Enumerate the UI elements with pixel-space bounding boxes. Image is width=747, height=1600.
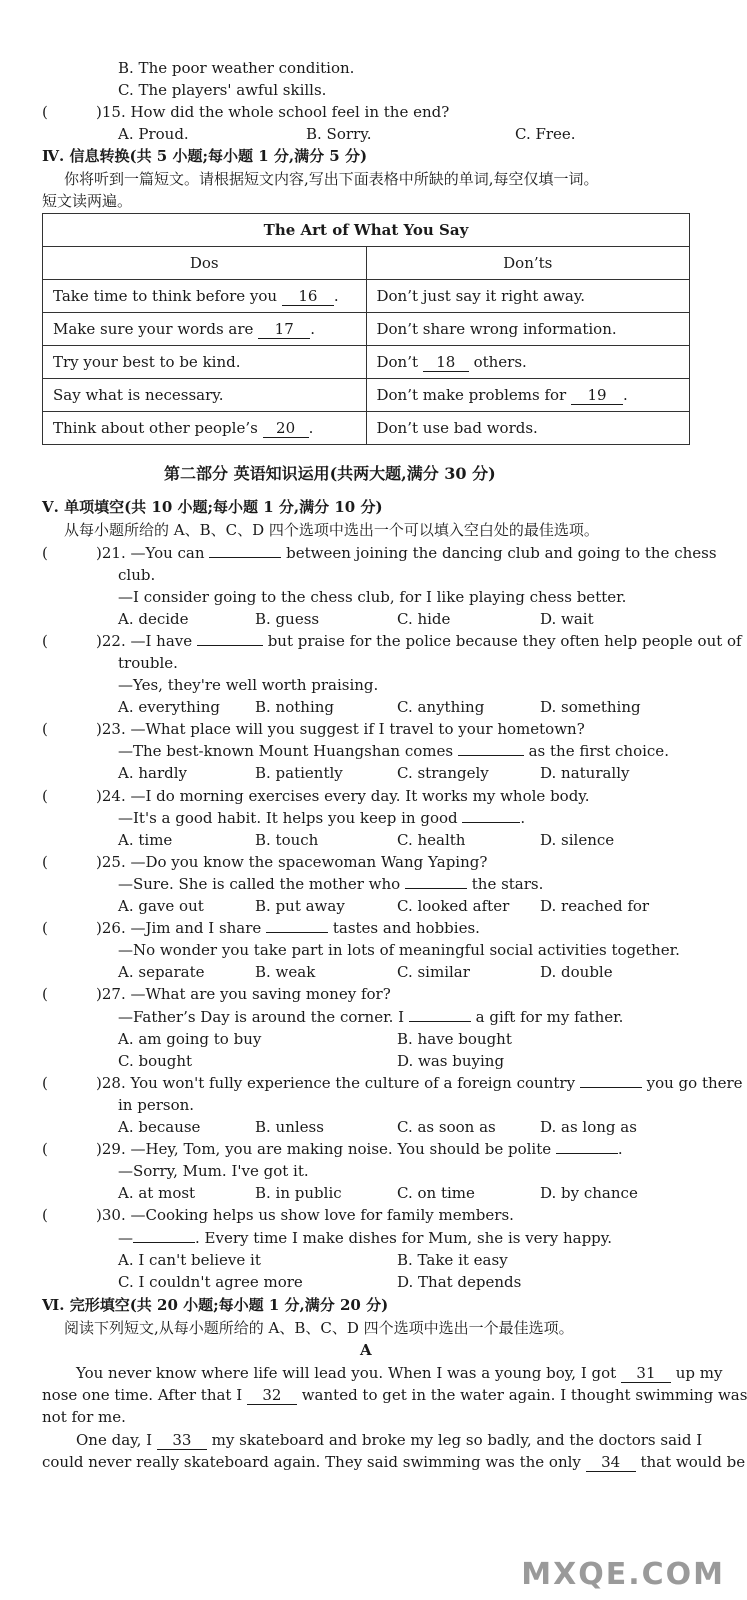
q25-option-b: B. put away — [255, 897, 345, 915]
col-header-donts: Don’ts — [366, 247, 690, 280]
q29-line1 — [96, 1139, 623, 1159]
q28-text: )28. You won't fully experience the culture of a foreign country — [96, 1074, 576, 1092]
q25-blank — [405, 888, 467, 889]
q26-text: )26. —Jim and I share — [96, 919, 262, 937]
q25-line1: )25. —Do you know the spacewoman Wang Yaping? — [96, 853, 488, 871]
table-title: The Art of What You Say — [43, 214, 690, 247]
q28-option-c: C. as soon as — [397, 1118, 496, 1136]
answer-paren: ( — [42, 985, 48, 1003]
q24-option-c: C. health — [397, 831, 466, 849]
q29-blank — [556, 1153, 618, 1154]
answer-paren: ( — [42, 544, 48, 562]
q23-line1: )23. —What place will you suggest if I travel to your hometown? — [96, 720, 585, 738]
q27-blank — [409, 1021, 471, 1022]
dos-text: Take time to think before you — [53, 286, 278, 305]
q23-option-a: A. hardly — [118, 764, 188, 782]
q21-blank — [209, 557, 281, 558]
donts-cell — [366, 346, 690, 379]
q25-option-c: C. looked after — [397, 897, 510, 915]
passage-line — [76, 1363, 722, 1383]
q24-option-b: B. touch — [255, 831, 319, 849]
blank-33: 33 — [157, 1431, 207, 1450]
q30-text: — — [118, 1229, 133, 1247]
part-2-title: 第二部分 英语知识运用(共两大题,满分 30 分) — [164, 464, 496, 483]
q24-line1: )24. —I do morning exercises every day. It works my whole body. — [96, 787, 590, 805]
info-table — [42, 213, 690, 445]
q15-option-a: A. Proud. — [118, 125, 189, 143]
passage-text: wanted to get in the water again. I thought swimming was — [301, 1386, 747, 1404]
q15-option-c: C. Free. — [515, 125, 576, 143]
section-4-instruction: 你将听到一篇短文。请根据短文内容,写出下面表格中所缺的单词,每空仅填一词。 — [64, 170, 599, 188]
section-5-title: Ⅴ. 单项填空(共 10 小题;每小题 1 分,满分 10 分) — [42, 498, 383, 516]
blank-19: 19 — [571, 386, 623, 405]
passage-line: not for me. — [42, 1408, 126, 1426]
passage-line — [42, 1452, 745, 1472]
answer-paren: ( — [42, 1140, 48, 1158]
answer-paren: ( — [42, 787, 48, 805]
q28-line1 — [96, 1073, 743, 1093]
q29-option-a: A. at most — [118, 1184, 196, 1202]
q21-line2: club. — [118, 566, 156, 584]
q28-option-b: B. unless — [255, 1118, 324, 1136]
passage-text: nose one time. After that I — [42, 1386, 243, 1404]
answer-paren: ( — [42, 919, 48, 937]
q30-blank — [133, 1242, 195, 1243]
dos-text: Think about other people’s — [53, 418, 258, 437]
q21-option-c: C. hide — [397, 610, 451, 628]
answer-paren: ( — [42, 103, 48, 121]
q29-line2: —Sorry, Mum. I've got it. — [118, 1162, 309, 1180]
q15-option-b: B. Sorry. — [306, 125, 372, 143]
q25-text: —Sure. She is called the mother who — [118, 875, 401, 893]
q26-line2: —No wonder you take part in lots of meaningful social activities together. — [118, 941, 680, 959]
q22-blank — [197, 645, 263, 646]
q26-text-cont: tastes and hobbies. — [332, 919, 480, 937]
table-row — [43, 313, 690, 346]
dos-text: Make sure your words are — [53, 319, 254, 338]
q25-line2 — [118, 874, 543, 894]
q22-line3: —Yes, they're well worth praising. — [118, 676, 379, 694]
q23-line2 — [118, 741, 669, 761]
q23-text-cont: as the first choice. — [528, 742, 669, 760]
donts-cell — [366, 379, 690, 412]
dos-cell — [43, 412, 367, 445]
donts-text: Don’t make problems for — [376, 385, 567, 404]
blank-18: 18 — [423, 353, 469, 372]
passage-text: that would be — [640, 1453, 746, 1471]
q27-option-d: D. was buying — [397, 1052, 505, 1070]
q22-text-cont: but praise for the police because they often help people out of — [267, 632, 742, 650]
q29-option-d: D. by chance — [540, 1184, 638, 1202]
section-6-title: Ⅵ. 完形填空(共 20 小题;每小题 1 分,满分 20 分) — [42, 1296, 389, 1314]
blank-20: 20 — [263, 419, 309, 438]
q28-blank — [580, 1087, 642, 1088]
q25-option-a: A. gave out — [118, 897, 204, 915]
q21-line3: —I consider going to the chess club, for I like playing chess better. — [118, 588, 627, 606]
passage-text: up my — [675, 1364, 723, 1382]
section-4-instruction-cont: 短文读两遍。 — [42, 192, 133, 210]
q28-line2: in person. — [118, 1096, 195, 1114]
q22-option-b: B. nothing — [255, 698, 334, 716]
q29-option-b: B. in public — [255, 1184, 342, 1202]
passage-text: You never know where life will lead you. When I was a young boy, I got — [76, 1364, 617, 1382]
q24-option-a: A. time — [118, 831, 173, 849]
donts-cell: Don’t share wrong information. — [366, 313, 690, 346]
q22-text: )22. —I have — [96, 632, 193, 650]
donts-text: Don’t — [376, 352, 419, 371]
q23-option-c: C. strangely — [397, 764, 489, 782]
blank-17: 17 — [258, 320, 310, 339]
blank-34: 34 — [586, 1453, 636, 1472]
q23-option-b: B. patiently — [255, 764, 343, 782]
q29-text: )29. —Hey, Tom, you are making noise. You should be polite — [96, 1140, 552, 1158]
q27-option-c: C. bought — [118, 1052, 193, 1070]
passage-label: A — [360, 1341, 372, 1359]
section-5-instruction: 从每小题所给的 A、B、C、D 四个选项中选出一个可以填入空白处的最佳选项。 — [64, 521, 599, 539]
q27-option-b: B. have bought — [397, 1030, 512, 1048]
q26-line1 — [96, 918, 480, 938]
table-row — [43, 280, 690, 313]
q30-line1: )30. —Cooking helps us show love for family members. — [96, 1206, 514, 1224]
q14-option-b: B. The poor weather condition. — [118, 59, 355, 77]
q22-line1 — [96, 631, 742, 651]
q28-text-cont: you go there — [646, 1074, 743, 1092]
passage-text: my skateboard and broke my leg so badly, and the doctors said I — [211, 1431, 703, 1449]
q24-text: —It's a good habit. It helps you keep in good — [118, 809, 458, 827]
q21-option-b: B. guess — [255, 610, 320, 628]
q27-line1: )27. —What are you saving money for? — [96, 985, 391, 1003]
q21-option-d: D. wait — [540, 610, 594, 628]
q21-option-a: A. decide — [118, 610, 189, 628]
q26-option-a: A. separate — [118, 963, 205, 981]
donts-cell: Don’t use bad words. — [366, 412, 690, 445]
q25-text-cont: the stars. — [471, 875, 544, 893]
dos-cell: Try your best to be kind. — [43, 346, 367, 379]
q29-text-cont: . — [617, 1140, 623, 1158]
q30-option-a: A. I can't believe it — [118, 1251, 261, 1269]
q25-option-d: D. reached for — [540, 897, 650, 915]
answer-paren: ( — [42, 1074, 48, 1092]
q15-stem: )15. How did the whole school feel in the end? — [96, 103, 450, 121]
table-row — [43, 379, 690, 412]
q27-option-a: A. am going to buy — [118, 1030, 262, 1048]
q29-option-c: C. on time — [397, 1184, 475, 1202]
blank-16: 16 — [282, 287, 334, 306]
blank-31: 31 — [621, 1364, 671, 1383]
q21-text: )21. —You can — [96, 544, 205, 562]
q30-option-b: B. Take it easy — [397, 1251, 508, 1269]
donts-cell: Don’t just say it right away. — [366, 280, 690, 313]
q30-text-cont: . Every time I make dishes for Mum, she is very happy. — [195, 1229, 613, 1247]
table-row — [43, 346, 690, 379]
q26-blank — [266, 932, 328, 933]
q24-text-cont: . — [520, 809, 526, 827]
dos-cell — [43, 280, 367, 313]
col-header-dos: Dos — [43, 247, 367, 280]
q22-line2: trouble. — [118, 654, 178, 672]
dos-text-end: . — [308, 418, 314, 437]
q26-option-c: C. similar — [397, 963, 470, 981]
dos-cell: Say what is necessary. — [43, 379, 367, 412]
q14-option-c: C. The players' awful skills. — [118, 81, 327, 99]
answer-paren: ( — [42, 1206, 48, 1224]
q22-option-c: C. anything — [397, 698, 485, 716]
q24-line2 — [118, 808, 525, 828]
q28-option-a: A. because — [118, 1118, 201, 1136]
section-6-instruction: 阅读下列短文,从每小题所给的 A、B、C、D 四个选项中选出一个最佳选项。 — [64, 1319, 574, 1337]
dos-text-end: . — [333, 286, 339, 305]
q27-line2 — [118, 1007, 623, 1027]
q23-text: —The best-known Mount Huangshan comes — [118, 742, 454, 760]
q24-blank — [462, 822, 520, 823]
donts-text-end: . — [623, 385, 628, 404]
blank-32: 32 — [247, 1386, 297, 1405]
q21-line1 — [96, 543, 717, 563]
answer-paren: ( — [42, 632, 48, 650]
q23-option-d: D. naturally — [540, 764, 630, 782]
q22-option-d: D. something — [540, 698, 641, 716]
passage-text: One day, I — [76, 1431, 153, 1449]
q30-option-c: C. I couldn't agree more — [118, 1273, 303, 1291]
donts-text-end: others. — [473, 352, 527, 371]
passage-line — [76, 1430, 702, 1450]
q26-option-d: D. double — [540, 963, 613, 981]
q23-blank — [458, 755, 524, 756]
q24-option-d: D. silence — [540, 831, 615, 849]
q30-option-d: D. That depends — [397, 1273, 522, 1291]
passage-text: could never really skateboard again. They said swimming was the only — [42, 1453, 581, 1471]
q27-text-cont: a gift for my father. — [475, 1008, 624, 1026]
q28-option-d: D. as long as — [540, 1118, 637, 1136]
section-4-title: Ⅳ. 信息转换(共 5 小题;每小题 1 分,满分 5 分) — [42, 147, 368, 165]
passage-line — [42, 1385, 747, 1405]
answer-paren: ( — [42, 720, 48, 738]
q26-option-b: B. weak — [255, 963, 316, 981]
q27-text: —Father’s Day is around the corner. I — [118, 1008, 405, 1026]
q30-line2 — [118, 1228, 612, 1248]
table-row — [43, 412, 690, 445]
q22-option-a: A. everything — [118, 698, 220, 716]
q21-text-cont: between joining the dancing club and going to the chess — [286, 544, 717, 562]
answer-paren: ( — [42, 853, 48, 871]
watermark: MXQE.COM — [521, 1557, 725, 1592]
dos-text-end: . — [310, 319, 315, 338]
dos-cell — [43, 313, 367, 346]
